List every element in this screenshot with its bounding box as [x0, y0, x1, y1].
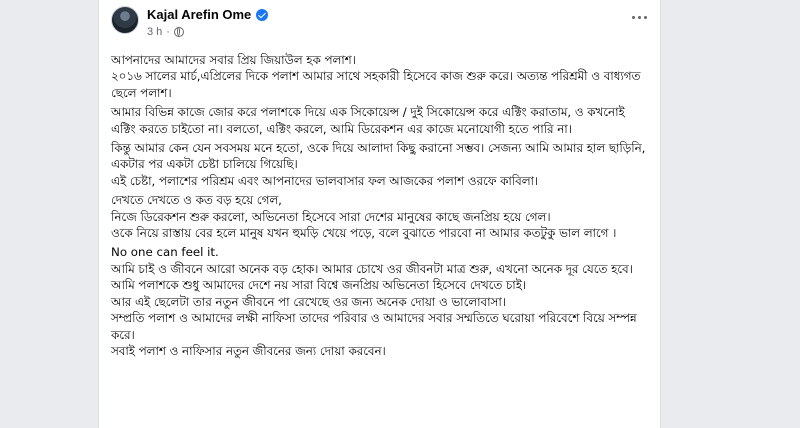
- post-paragraph: [111, 52, 651, 101]
- post-paragraph: [111, 244, 651, 359]
- post-line: ২০১৬ সালের মার্চ,এপ্রিলের দিকে পলাশ আমার সাথে সহকারী হিসেবে কাজ শুরু করে। অত্যন্ত পরিশ্রমী ও বাধ্যগত ছেলে পলাশ।: [111, 69, 641, 100]
- globe-icon[interactable]: [174, 27, 184, 37]
- post-line: আর এই ছেলেটা তার নতুন জীবনে পা রেখেছে ওর জন্য অনেক দোয়া ও ভালোবাসা।: [111, 294, 506, 309]
- meta-separator: ·: [166, 26, 170, 38]
- post-meta: [147, 25, 184, 39]
- post-line: আমি চাই ও জীবনে আরো অনেক বড় হোক। আমার চোখে ওর জীবনটা মাত্র শুরু, এখনো অনেক দূর যেতে হবে।: [111, 261, 633, 276]
- post-line: কিন্তু আমার কেন যেন সবসময় মনে হতো, ওকে দিয়ে আলাদা কিছু করানো সম্ভব। সেজন্য আমি আমার হাল ছাড়িনি, একটার পর একটা চেষ্টা চালিয়ে গিয়েছি।: [111, 141, 646, 172]
- post-line: সম্প্রতি পলাশ ও আমাদের লক্ষী নাফিসা তাদের পরিবার ও আমাদের সবার সম্মতিতে ঘরোয়া পরিবেশে বিয়ে সম্পন্ন করে।: [111, 311, 637, 342]
- post-text: [111, 52, 651, 362]
- post-line: আমার বিভিন্ন কাজে জোর করে পলাশকে দিয়ে এক সিকোয়েন্স / দুই সিকোয়েন্স করে এক্টিং করাতাম, ও কখনোই এক্টিং করতে চাইতো না। বলতো, এক্টিং করলে, আমি ডিরেকশন এর কাজে মনোযোগী হতে পারি না।: [111, 105, 625, 136]
- verified-badge-icon: [256, 9, 268, 21]
- post-timestamp[interactable]: 3 h: [147, 26, 163, 38]
- post-line: No one can feel it.: [111, 245, 219, 260]
- post-line: আপনাদের আমাদের সবার প্রিয় জিয়াউল হক পলাশ।: [111, 53, 356, 67]
- post-paragraph: [111, 192, 651, 241]
- post-line: ওকে নিয়ে রাস্তায় বের হলে মানুষ যখন হুমড়ি খেয়ে পড়ে, বলে বুঝাতে পারবো না আমার কতটুকু ভাল লাগে ।: [111, 226, 617, 241]
- post-card: [98, 0, 661, 428]
- author-avatar[interactable]: [111, 6, 139, 34]
- more-options-button[interactable]: [628, 8, 650, 26]
- post-line: নিজে ডিরেকশন শুরু করলো, অভিনেতা হিসেবে সারা দেশের মানুষের কাছে জনপ্রিয় হয়ে গেল।: [111, 209, 551, 224]
- post-line: সবাই পলাশ ও নাফিসার নতুন জীবনের জন্য দোয়া করবেন।: [111, 343, 386, 358]
- post-paragraph: [111, 140, 651, 189]
- post-line: দেখতে দেখতে ও কত বড় হয়ে গেল,: [111, 193, 282, 208]
- author-name[interactable]: Kajal Arefin Ome: [147, 7, 252, 22]
- more-options-icon: [632, 16, 635, 19]
- author-row: [147, 6, 268, 24]
- post-line: আমি পলাশকে শুধু আমাদের দেশে নয় সারা বিশ্বে জনপ্রিয় অভিনেতা হিসেবে দেখতে চাই।: [111, 278, 527, 293]
- post-paragraph: [111, 104, 651, 137]
- post-line: এই চেষ্টা, পলাশের পরিশ্রম এবং আপনাদের ভালবাসার ফল আজকের পলাশ ওরফে কাবিলা।: [111, 173, 539, 188]
